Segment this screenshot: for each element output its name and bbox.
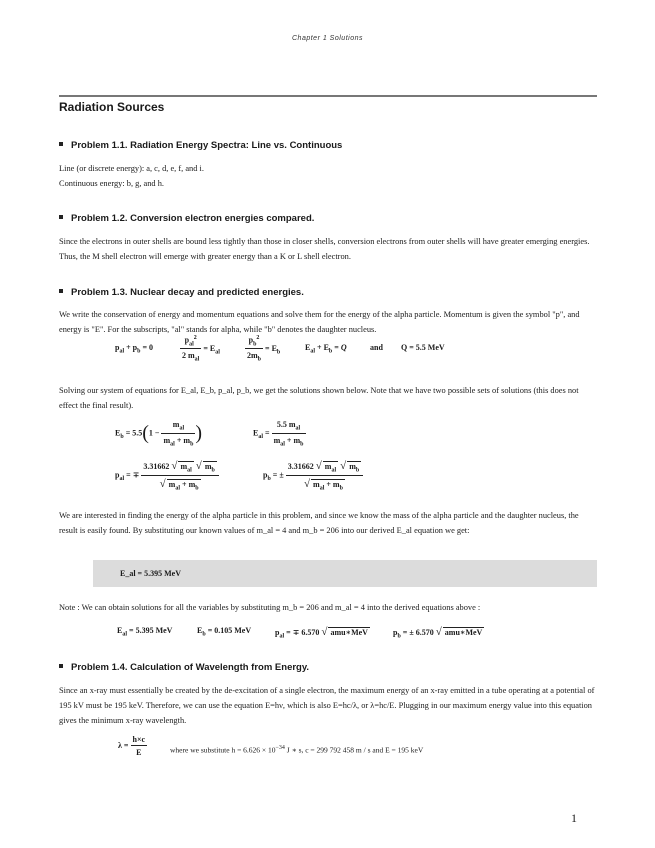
equation-energy-sum: $E_{al} + E_b = Q$ [305,343,347,355]
problem-1-3-intro: We write the conservation of energy and momentum equations and solve them for the energy of the alpha particle. Momentum is given the symbol "p", and energy is "E". For the subscripts, "al" stands for alpha, while "b" denotes the daughter nucleus. [59,310,580,334]
sqrt-argument: amu∗MeV [330,628,368,637]
where-text: where we substitute h = 6.626 × 10 [170,745,276,755]
equation-q-value: Q = 5.5 MeV [401,343,445,352]
final-solution-E-al: $E_{al} = 5.395$ MeV [117,626,173,638]
solution-E-al: $E_{al}$ = $\frac{5.5 m_{al}}{m_{al} + m_b}$ [253,420,304,448]
bullet-icon [59,664,63,668]
final-E-b-value: = 0.105 MeV [207,626,252,635]
problem-title: Problem 1.2. Conversion electron energies compared. [71,213,315,224]
final-solution-p-al: $p_{al}$ = ∓ 6.570 √ amu∗MeV [275,626,368,640]
bullet-icon [59,215,63,219]
problem-1-1-line-1: Line (or discrete energy): a, c, d, e, f, and i. [59,164,204,173]
problem-1-3-note: Note : We can obtain solutions for all the variables by substituting m_b = 206 and m_al = 4 into the derived equations above : [59,603,481,612]
running-header: Chapter 1 Solutions [292,35,363,42]
solution-p-b: $p_b$ = ± $\frac{3.31662 √ m_{al} √ m_b}{√ m_{al} + m_b}$ [263,460,363,491]
coef-value: 3.31662 [143,462,170,471]
equation-momentum-conservation: $p_{al} + p_b = 0$ [115,343,154,355]
bullet-icon [59,289,63,293]
result-alpha-energy: E_al = 5.395 MeV [120,569,181,578]
equation-wavelength: λ = $\frac{h\times c}{E}$ [118,735,146,757]
page-number: 1 [571,811,577,825]
problem-1-3-substitution-text: We are interested in finding the energy of the alpha particle in this problem, and since we know the mass of the alpha particle and the daughter nucleus, the result is easily found. By substituting our known values of m_al = 4 and m_b = 206 into our derived E_al equation we get: [59,511,579,535]
final-E-al-value: = 5.395 MeV [129,626,173,635]
equation-alpha-energy: $\frac{p_{al}^2}{2 m_{al}}$ = $E_{al}$ [182,335,220,363]
problem-title: Problem 1.4. Calculation of Wavelength from Energy. [71,662,310,673]
coef-value: 3.31662 [287,462,314,471]
section-title: Radiation Sources [59,100,165,114]
bullet-icon [59,142,63,146]
problem-title: Problem 1.3. Nuclear decay and predicted energies. [71,287,304,298]
solution-p-al: $p_{al}$ = ∓ $\frac{3.31662 √ m_{al} √ m_b}{√ m_{al} + m_b}$ [115,460,219,491]
section-rule [59,95,597,97]
problem-1-3-heading [59,287,304,298]
final-p-al-value: = ∓ 6.570 [286,628,320,637]
final-p-b-value: = ± 6.570 [402,628,434,637]
problem-1-3-solving-text: Solving our system of equations for E_al, E_b, p_al, p_b, we get the solutions shown below. Note that we have two possible sets of solutions (this does not effect the final result). [59,386,579,410]
problem-1-4-text: Since an x-ray must essentially be created by the de-excitation of a single electron, the maximum energy of an x-ray emitted in a tube operating at a potential of 195 kV must be 195 keV. Therefore, we can use the equation E=hν, which is also E=hc/λ, or λ=hc/E. Plugging in our maximum energy value into this equation gives the minimum x-ray wavelength. [59,686,595,725]
final-solution-p-b: $p_b$ = ± 6.570 √ amu∗MeV [393,626,483,640]
where-rest: J ∗ s, c = 299 792 458 m / s and E = 195 keV [284,745,424,755]
sqrt-argument: amu∗MeV [444,628,483,637]
problem-1-2-heading [59,213,314,224]
final-solution-E-b: $E_b = 0.105$ MeV [197,626,252,638]
problem-title: Problem 1.1. Radiation Energy Spectra: Line vs. Continuous [71,140,343,151]
eb-coefficient: = 5.5 [125,428,143,438]
solution-E-b: $E_b = 5.5(1$ − $\frac{m_{al}}{m_{al} + m_b}$ ) [115,420,203,448]
problem-1-1-heading [59,140,342,151]
wavelength-substitution-note [170,745,423,755]
problem-1-2-text: Since the electrons in outer shells are bound less tightly than those in closer shells, conversion electrons from outer shells will have greater emerging energies. Thus, the M shell electron will emerge with greater energy than a K or L shell electron. [59,237,590,261]
equation-and-word: and [370,343,383,352]
problem-1-4-heading [59,662,309,673]
equation-daughter-energy: $\frac{p_b^2}{2m_b}$ = $E_b$ [247,335,281,363]
problem-1-1-line-2: Continuous energy: b, g, and h. [59,179,164,188]
where-exponent: −34 [275,745,285,751]
five-five-value: 5.5 [276,420,287,429]
